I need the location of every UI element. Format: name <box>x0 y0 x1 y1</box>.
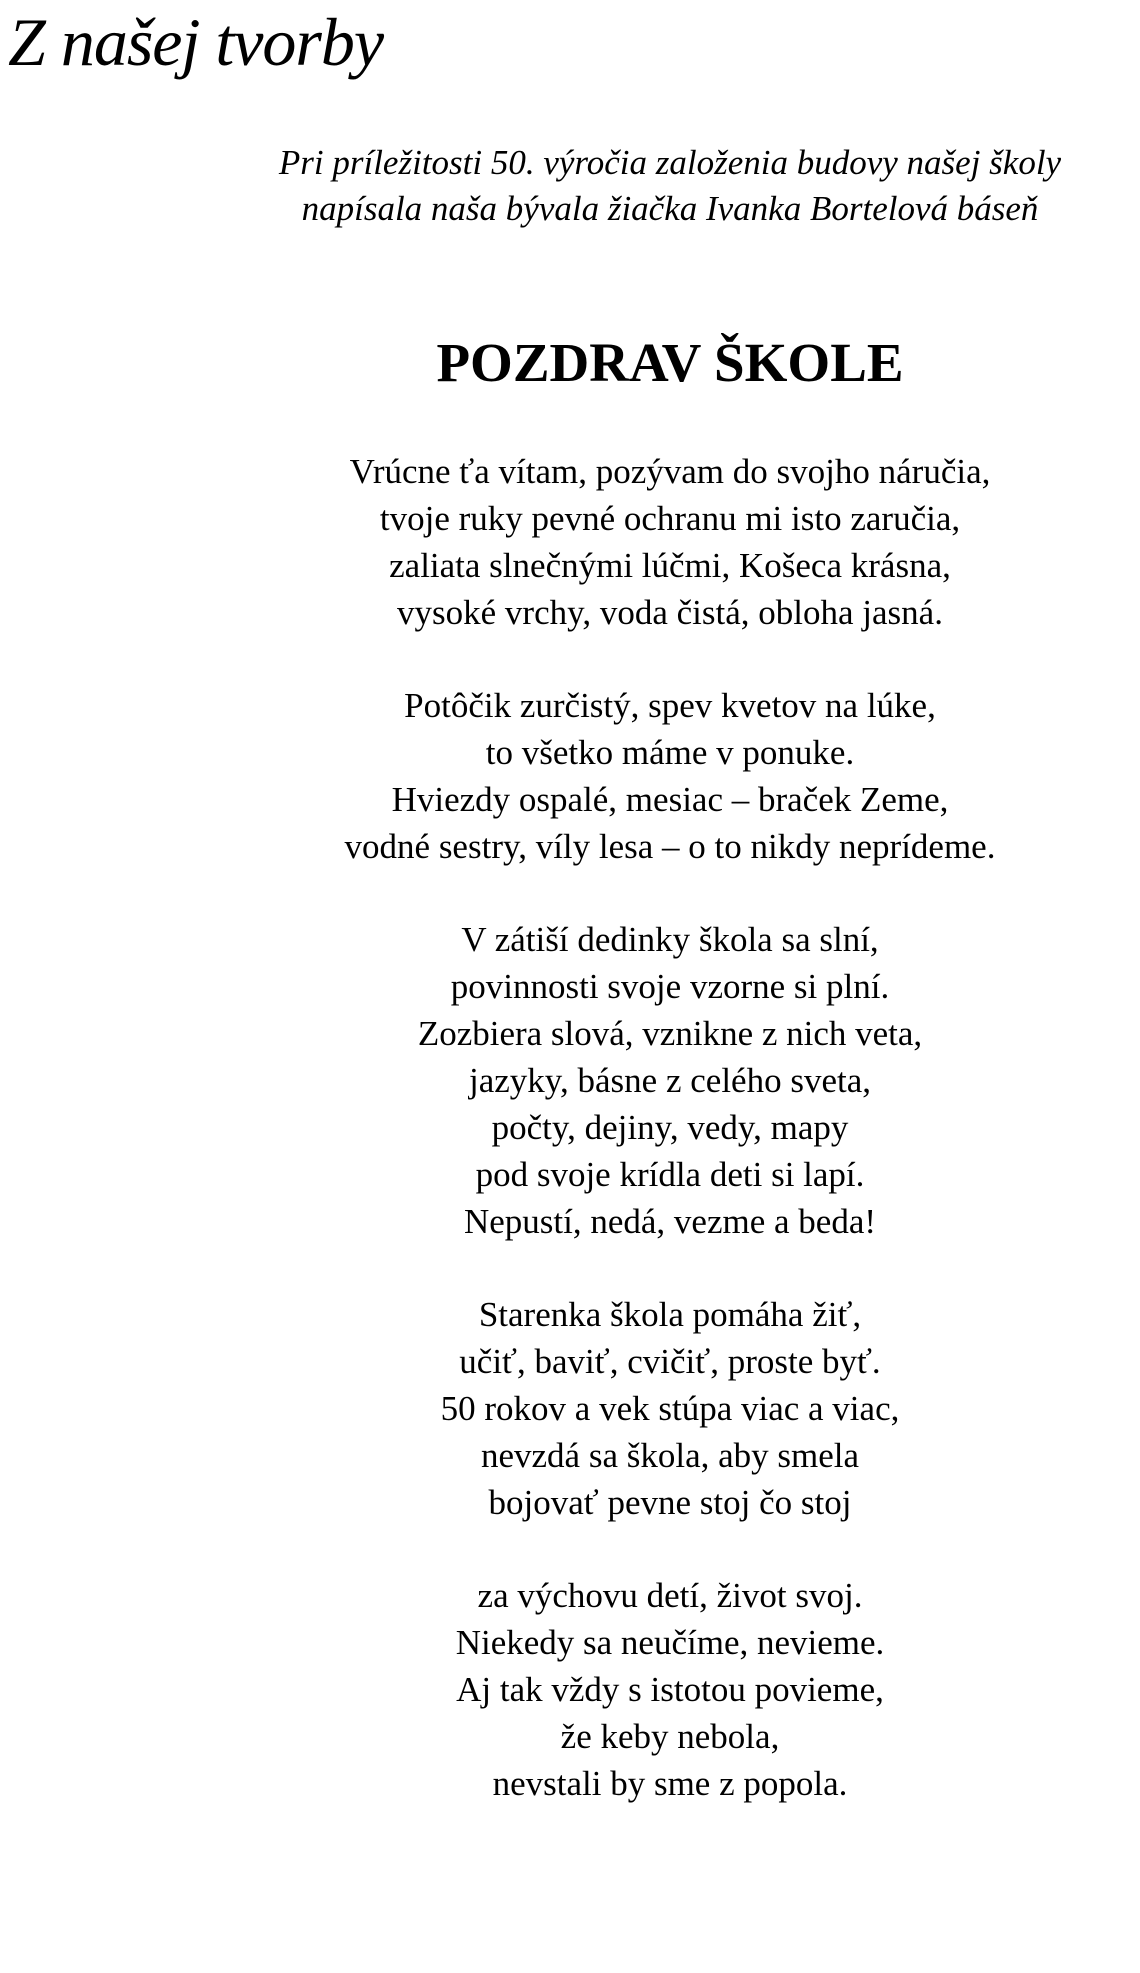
poem-line: vodné sestry, víly lesa – o to nikdy neprídeme. <box>344 827 996 866</box>
poem-line: pod svoje krídla deti si lapí. <box>475 1155 865 1194</box>
intro-paragraph <box>200 140 1140 232</box>
stanza-5 <box>270 1572 1070 1807</box>
stanza-3 <box>270 916 1070 1245</box>
stanza-1 <box>270 448 1070 636</box>
poem-line: vysoké vrchy, voda čistá, obloha jasná. <box>397 593 943 632</box>
poem-line: tvoje ruky pevné ochranu mi isto zaručia, <box>379 499 961 538</box>
poem-line: Niekedy sa neučíme, nevieme. <box>455 1623 885 1662</box>
poem-line: Nepustí, nedá, vezme a beda! <box>463 1202 877 1241</box>
poem-line: Potôčik zurčistý, spev kvetov na lúke, <box>404 686 936 725</box>
poem-line: Zozbiera slová, vznikne z nich veta, <box>417 1014 923 1053</box>
stanza-2 <box>270 682 1070 870</box>
poem-line: 50 rokov a vek stúpa viac a viac, <box>440 1389 900 1428</box>
poem-line: to všetko máme v ponuke. <box>485 733 855 772</box>
poem-line: Vrúcne ťa vítam, pozývam do svojho náručia, <box>349 452 991 491</box>
poem-line: za výchovu detí, život svoj. <box>477 1576 863 1615</box>
intro-line: napísala naša bývala žiačka Ivanka Bortelová báseň <box>301 189 1039 228</box>
poem-line: Hviezdy ospalé, mesiac – braček Zeme, <box>391 780 949 819</box>
intro-line: Pri príležitosti 50. výročia založenia budovy našej školy <box>278 143 1062 182</box>
poem-line: bojovať pevne stoj čo stoj <box>488 1483 852 1522</box>
poem-line: že keby nebola, <box>560 1717 780 1756</box>
poem-line: Starenka škola pomáha žiť, <box>478 1295 862 1334</box>
poem-line: V zátiší dedinky škola sa slní, <box>461 920 879 959</box>
poem-line: nevzdá sa škola, aby smela <box>480 1436 860 1475</box>
poem-line: nevstali by sme z popola. <box>492 1764 848 1803</box>
poem-line: Aj tak vždy s istotou povieme, <box>456 1670 884 1709</box>
section-title: Z našej tvorby <box>8 4 384 80</box>
poem-line: zaliata slnečnými lúčmi, Košeca krásna, <box>389 546 951 585</box>
poem <box>270 330 1070 1853</box>
poem-title: POZDRAV ŠKOLE <box>436 332 904 393</box>
poem-line: jazyky, básne z celého sveta, <box>469 1061 871 1100</box>
poem-line: povinnosti svoje vzorne si plní. <box>450 967 890 1006</box>
poem-line: učiť, baviť, cvičiť, proste byť. <box>459 1342 881 1381</box>
poem-line: počty, dejiny, vedy, mapy <box>491 1108 849 1147</box>
stanza-4 <box>270 1291 1070 1526</box>
